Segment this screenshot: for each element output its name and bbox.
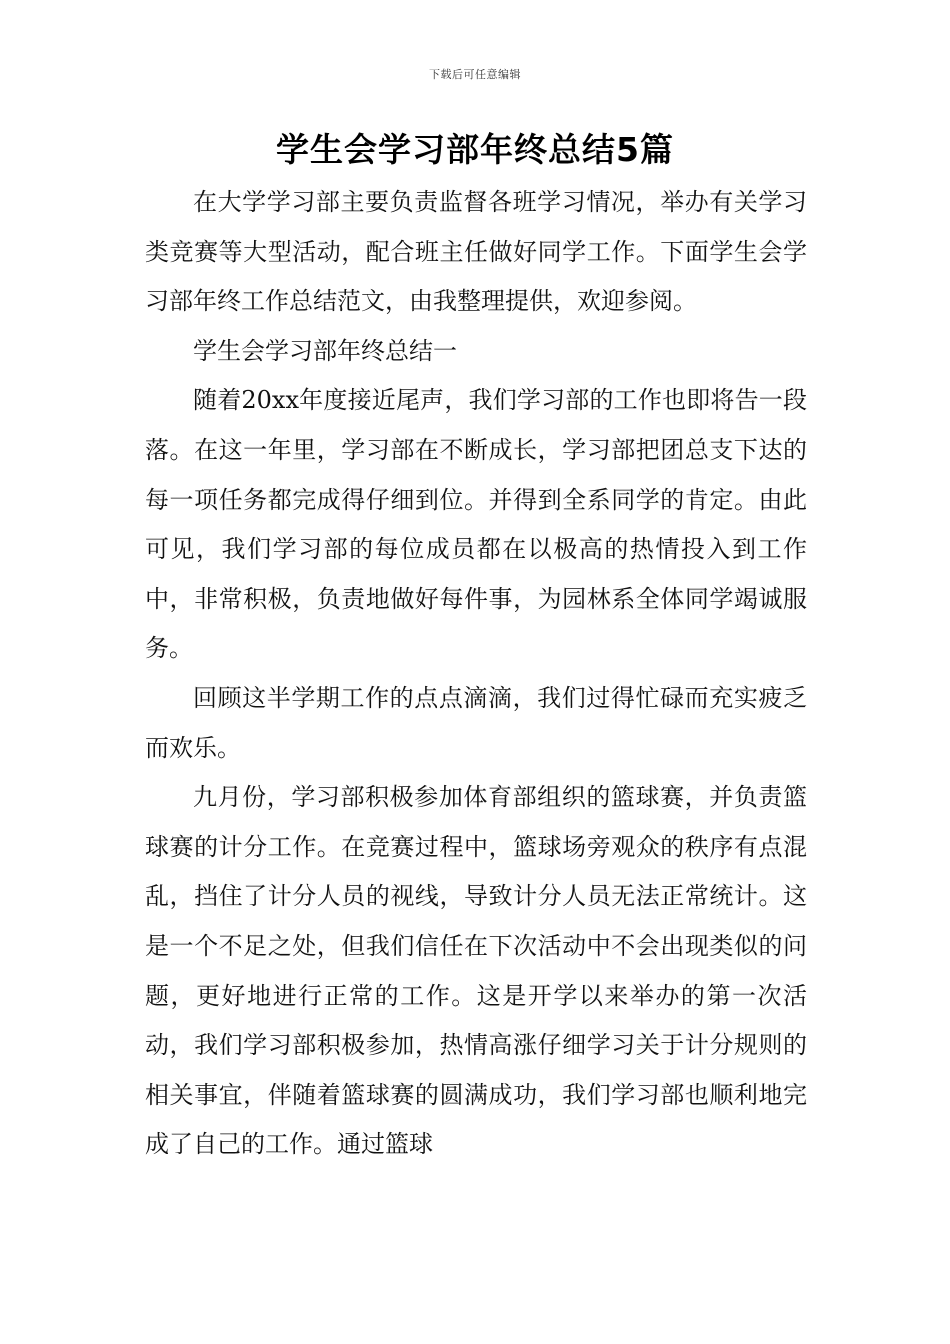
body-paragraph: 回顾这半学期工作的点点滴滴，我们过得忙碌而充实疲乏而欢乐。 <box>145 683 807 762</box>
body-paragraph: 九月份，学习部积极参加体育部组织的篮球赛，并负责篮球赛的计分工作。在竞赛过程中，篮球场旁观众的秩序有点混乱，挡住了计分人员的视线，导致计分人员无法正常统计。这是一个不足之处，但我们信任在下次活动中不会出现类似的问题，更好地进行正常的工作。这是开学以来举办的第一次活动，我们学习部积极参加，热情高涨仔细学习关于计分规则的相关事宜，伴随着篮球赛的圆满成功，我们学习部也顺利地完成了自己的工作。通过篮球 <box>145 783 807 1159</box>
intro-paragraph: 在大学学习部主要负责监督各班学习情况，举办有关学习类竞赛等大型活动，配合班主任做好同学工作。下面学生会学习部年终工作总结范文，由我整理提供，欢迎参阅。 <box>145 188 807 316</box>
body-paragraph: 随着20xx年度接近尾声，我们学习部的工作也即将告一段落。在这一年里，学习部在不断成长，学习部把团总支下达的每一项任务都完成得仔细到位。并得到全系同学的肯定。由此可见，我们学习部的每位成员都在以极高的热情投入到工作中，非常积极，负责地做好每件事，为园林系全体同学竭诚服务。 <box>145 386 807 663</box>
section-heading: 学生会学习部年终总结一 <box>193 336 457 365</box>
document-title: 学生会学习部年终总结5篇 <box>276 130 674 169</box>
document-body <box>145 178 807 1170</box>
page-header-note: 下载后可任意编辑 <box>429 68 521 81</box>
